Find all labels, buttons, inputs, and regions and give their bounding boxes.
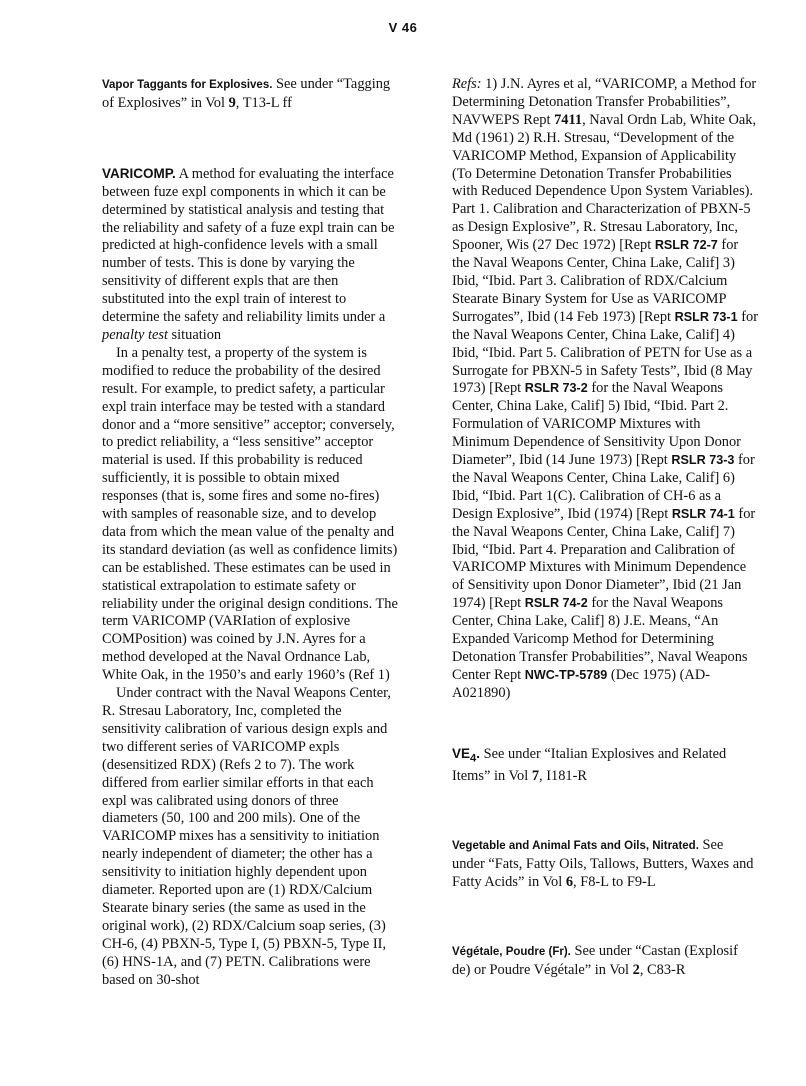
entry-text: situation [167, 326, 222, 343]
report-number: RSLR 72-7 [654, 238, 718, 253]
heading-part: . [476, 745, 481, 761]
entry-ve4 [452, 745, 758, 787]
volume-number: 9 [228, 94, 236, 111]
ref-text: 1) J.N. Ayres et al, “VARICOMP, a Method for Determining Detonation Transfer Probabilities”, NAVWEPS Rept [452, 76, 757, 128]
report-number: RSLR 74-1 [671, 506, 735, 521]
ref-text: for the Naval Weapons Center, China Lake, Calif] 4) Ibid, “Ibid. Part 5. Calibration of PETN for Use as a Surrogate for PBXN-5 in Safety Tests”, Ibid (8 May 1973) [Rept [452, 308, 759, 397]
report-number: NWC-TP-5789 [524, 667, 608, 682]
ref-text: for the Naval Weapons Center, China Lake, Calif] 8) J.E. Means, “An Expanded Varicomp Method for Determining Detonation Transfer Probabilities”, Naval Weapons Center Rept [452, 595, 748, 683]
page-header: V 46 [388, 20, 418, 35]
ref-text: for the Naval Weapons Center, China Lake, Calif] 7) Ibid, “Ibid. Part 4. Preparation and Calibration of VARICOMP Mixtures with Minimum Dependence of Sensitivity upon Donor Diameter”, Ibid (21 Jan 1974) [Rept [452, 505, 756, 612]
right-column [452, 76, 758, 980]
report-number: RSLR 73-3 [671, 453, 735, 468]
volume-number: 7 [531, 768, 540, 785]
left-column [102, 76, 398, 990]
entry-heading: Vegetable and Animal Fats and Oils, Nitrated. [452, 840, 699, 853]
entry-text: , T13-L ff [235, 94, 292, 111]
entry-heading: VARICOMP. [102, 165, 176, 181]
entry-text: See under “Italian Explosives and Related Items” in Vol [452, 745, 727, 785]
report-number: RSLR 74-2 [524, 596, 588, 611]
paragraph-penalty-test: In a penalty test, a property of the system is modified to reduce the probability of the desired result. For example, to predict safety, a particular expl train interface may be tested with a standard donor and a “more sensitive” acceptor; conversely, to predict reliability, a “less sensitive” acceptor material is used. If this probability is reduced sufficiently, it is possible to obtain mixed responses (that is, some fires and some no-fires) with samples of reasonable size, and to develop data from which the mean value of the penalty and its standard deviation (as well as confidence limits) can be established. These estimates can be used in statistical extrapolation to estimate safety or reliability under the original design conditions. The term VARICOMP (VARIation of explosive COMPosition) was coined by J.N. Ayres for a method developed at the Naval Ordnance Lab, White Oak, in the 1950’s and early 1960’s (Ref 1) [102, 344, 398, 684]
entry-text: See under “Tagging of Explosives” in Vol [102, 76, 391, 111]
ref-text: for the Naval Weapons Center, China Lake, Calif] 3) Ibid, “Ibid. Part 3. Calibration of RDX/Calcium Stearate Binary System for Use as VARICOMP Surrogates”, Ibid (14 Feb 1973) [Rept [452, 237, 739, 325]
entry-text: See under “Castan (Explosif de) or Poudre Végétale” in Vol [452, 942, 738, 978]
entry-heading: Vapor Taggants for Explosives. [102, 79, 273, 91]
report-number: 7411 [554, 111, 583, 128]
references [452, 76, 758, 703]
heading-subscript: 4 [470, 752, 477, 765]
entry-vegetale-poudre [452, 943, 758, 980]
paragraph-stresau-contract: Under contract with the Naval Weapons Center, R. Stresau Laboratory, Inc, completed the sensitivity calibration of various design expls and two different series of VARICOMP expls (desensitized RDX) (Refs 2 to 7). The work differed from earlier similar efforts in that each expl was calibrated using donors of three diameters (50, 100 and 200 mils). One of the VARICOMP mixes has a sensitivity to initiation nearly independent of diameter; the other has a sensitivity to initiation highly dependent upon diameter. Reported upon are (1) RDX/Calcium Stearate binary series (the same as used in the original work), (2) RDX/Calcium soap series, (3) CH-6, (4) PBXN-5, Type I, (5) PBXN-5, Type II, (6) HNS-1A, and (7) PETN. Calibrations were based on 30-shot [102, 685, 391, 988]
refs-label: Refs: [452, 76, 482, 92]
emphasis-text: penalty test [102, 326, 168, 343]
entry-text: , F8-L to F9-L [573, 874, 656, 891]
entry-vegetable-fats [452, 837, 758, 892]
volume-number: 6 [565, 874, 574, 891]
entry-text: A method for evaluating the interface between fuze expl components in which it can be determined by statistical analysis and testing that the reliability and safety of a fuze expl train can be predicted at high-confidence levels with a small number of tests. This is done by varying the sensitivity of different expls that are then substituted into the expl train of interest to determine the safety and reliability limits under a [102, 165, 395, 326]
entry-varicomp [102, 165, 398, 345]
ref-text: for the Naval Weapons Center, China Lake, Calif] 6) Ibid, “Ibid. Part 1(C). Calibration of CH-6 as a Design Explosive”, Ibid (1974) [Rept [452, 452, 755, 522]
ref-text: , Naval Ordn Lab, White Oak, Md (1961) 2) R.H. Stresau, “Development of the VARICOMP Method, Expansion of Applicability (To Determine Detonation Transfer Probabilities with Reduced Dependence Upon System Variables). Part 1. Calibration and Characterization of PBXN-5 as Design Explosive”, R. Stresau Laboratory, Inc, Spooner, Wis (27 Dec 1972) [Rept [452, 111, 757, 254]
entry-vapor-taggants [102, 76, 398, 113]
entry-heading: Végétale, Poudre (Fr). [452, 945, 571, 958]
heading-part: VE [452, 745, 471, 761]
volume-number: 2 [632, 961, 640, 978]
ref-text: for the Naval Weapons Center, China Lake, Calif] 5) Ibid, “Ibid. Part 2. Formulation of VARICOMP Mixtures with Minimum Dependence of Sensitivity Upon Donor Diameter”, Ibid (14 June 1973) [Rept [452, 380, 741, 469]
report-number: RSLR 73-1 [674, 309, 738, 324]
entry-text: See under “Fats, Fatty Oils, Tallows, Butters, Waxes and Fatty Acids” in Vol [452, 837, 754, 891]
entry-heading [452, 745, 481, 765]
entry-text: , C83-R [639, 961, 686, 978]
report-number: RSLR 73-2 [524, 381, 588, 396]
ref-text: (Dec 1975) (AD-A021890) [452, 666, 711, 701]
entry-text: , I181-R [539, 768, 587, 785]
